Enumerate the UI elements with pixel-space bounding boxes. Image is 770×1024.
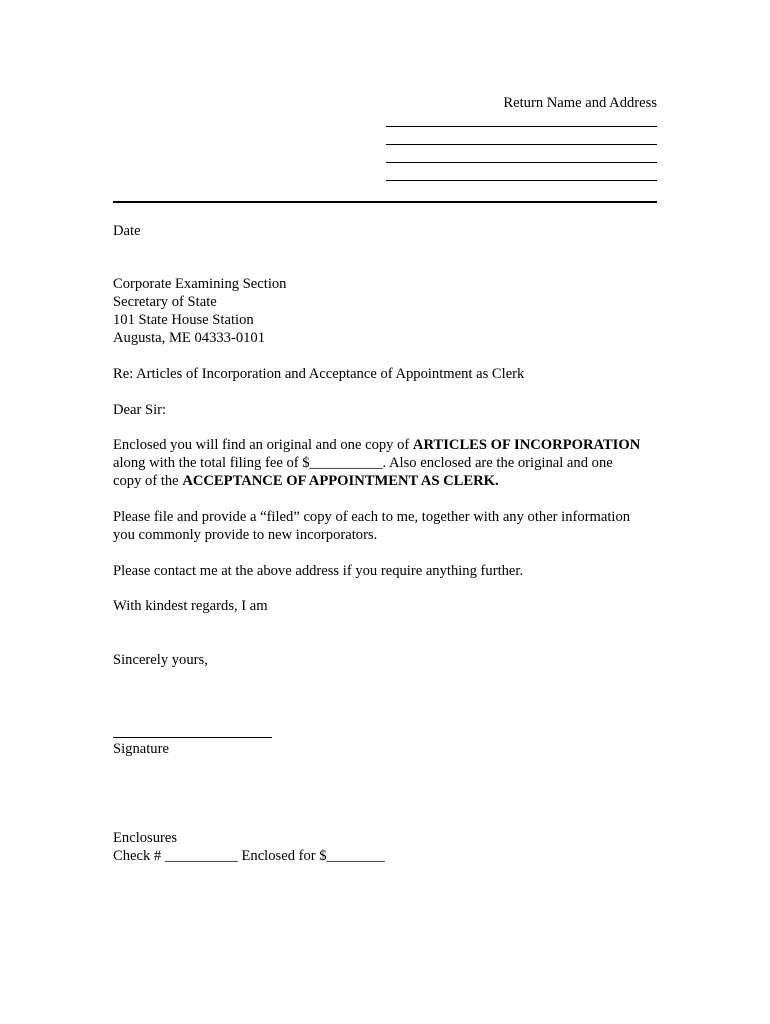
signature-label: Signature <box>113 741 169 757</box>
return-address-line-3[interactable] <box>386 162 657 163</box>
paragraph-3: Please contact me at the above address if you require anything further. <box>113 563 524 579</box>
header-divider <box>113 201 657 203</box>
recipient-line-2: Secretary of State <box>113 294 217 310</box>
paragraph-1-line-1 <box>113 436 673 454</box>
closing: Sincerely yours, <box>113 652 208 668</box>
paragraph-2-line-1: Please file and provide a “filed” copy of each to me, together with any other information <box>113 509 631 525</box>
paragraph-1-text-c: copy of the <box>113 473 183 489</box>
check-enclosed-line: Check # __________ Enclosed for $________ <box>113 848 385 864</box>
date-label: Date <box>113 223 141 239</box>
enclosures-label: Enclosures <box>113 830 178 846</box>
return-address-line-1[interactable] <box>386 126 657 127</box>
salutation: Dear Sir: <box>113 402 167 418</box>
acceptance-of-appointment-emphasis: ACCEPTANCE OF APPOINTMENT AS CLERK. <box>182 473 499 489</box>
paragraph-1-line-2: along with the total filing fee of $__________. Also enclosed are the original and one <box>113 455 613 471</box>
signature-line[interactable] <box>113 737 272 738</box>
articles-of-incorporation-emphasis: ARTICLES OF INCORPORATION <box>412 437 641 453</box>
paragraph-4: With kindest regards, I am <box>113 598 268 614</box>
return-address-line-2[interactable] <box>386 144 657 145</box>
return-address-line-4[interactable] <box>386 180 657 181</box>
paragraph-1-text-a: Enclosed you will find an original and one copy of <box>113 437 413 453</box>
paragraph-2-line-2: you commonly provide to new incorporators. <box>113 527 378 543</box>
recipient-line-3: 101 State House Station <box>113 312 254 328</box>
subject-line: Re: Articles of Incorporation and Acceptance of Appointment as Clerk <box>113 366 525 382</box>
paragraph-1-line-3 <box>113 472 673 490</box>
return-address-label: Return Name and Address <box>503 95 657 111</box>
recipient-line-1: Corporate Examining Section <box>113 276 287 292</box>
recipient-line-4: Augusta, ME 04333-0101 <box>113 330 266 346</box>
